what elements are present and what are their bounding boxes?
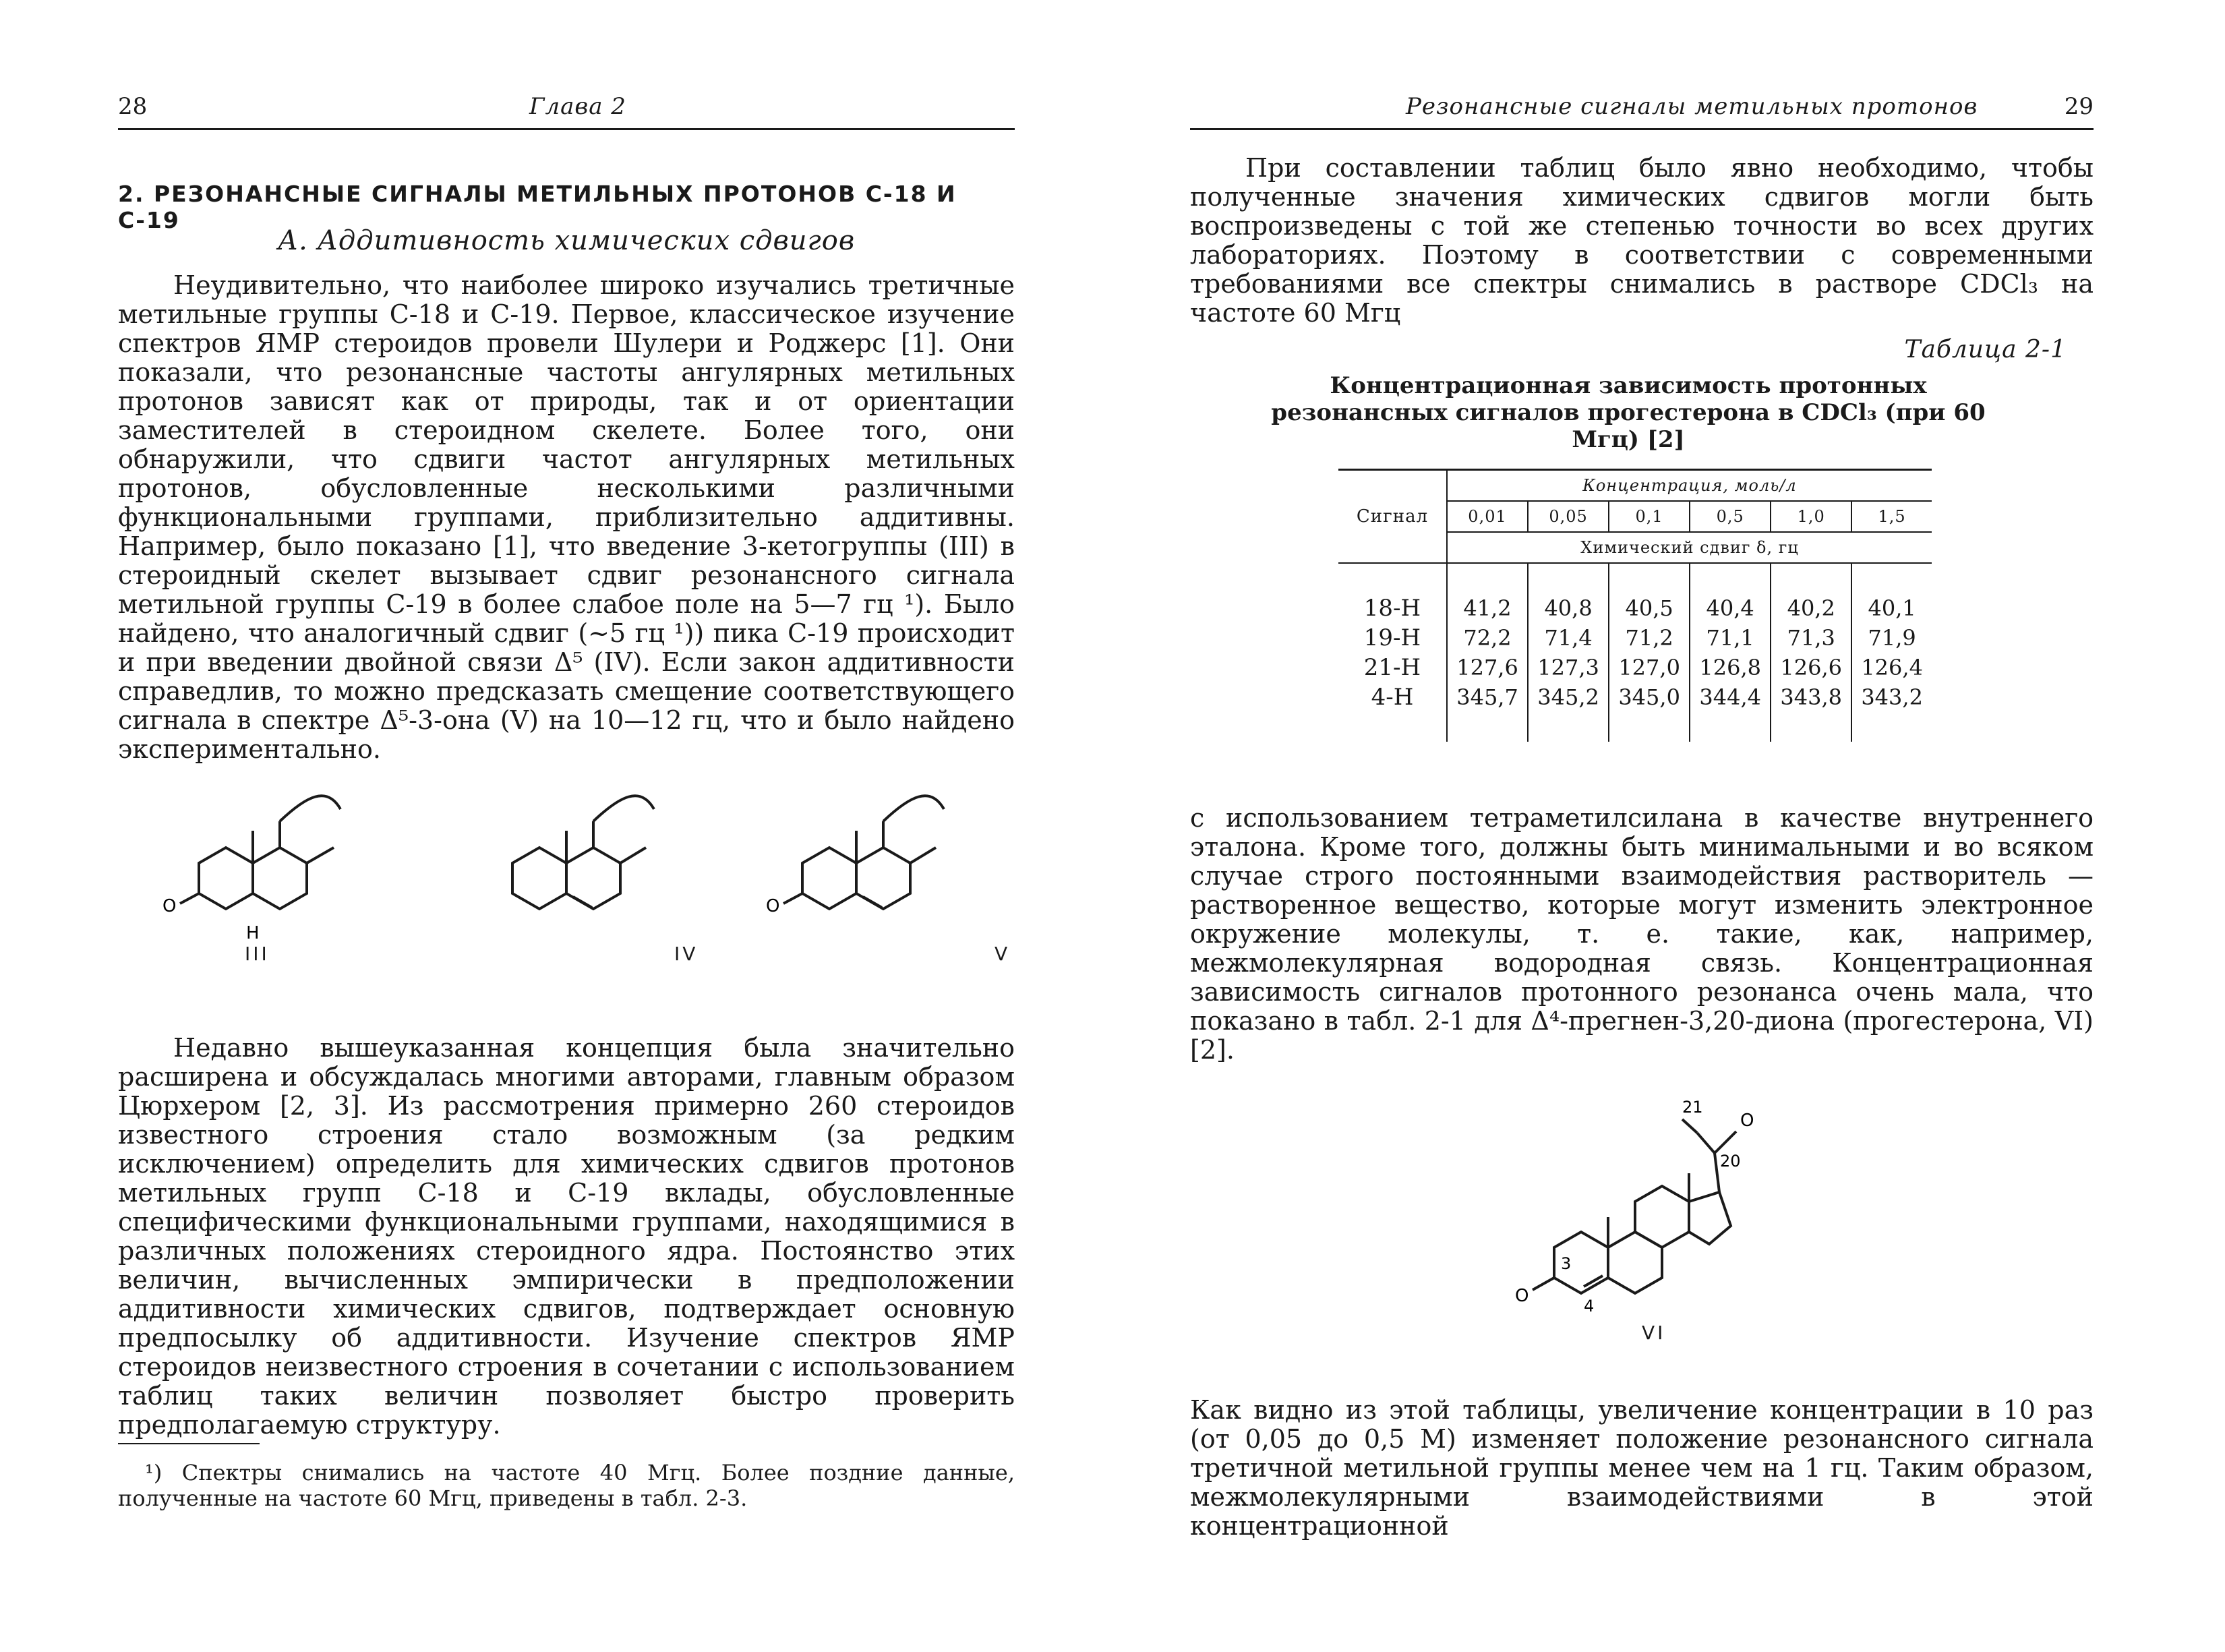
table-cell: 127,3 xyxy=(1528,653,1609,682)
paragraph: Недавно вышеуказанная концепция была значительно расширена и обсуждалась многими авторами, главным образом Цюрхером [2, 3]. Из рассмотрения примерно 260 стероидов известного строения стало возможным (за редким исключением) определить для химических сдвигов протонов метильных групп С-18 и С-19 вклады, обусловленные специфическими функциональными группами, находящимися в различных положениях стероидного ядра. Постоянство этих величин, вычисленных эмпирически в предположении аддитивности химических сдвигов, подтверждает основную предпосылку об аддитивности. Изучение спектров ЯМР стероидов неизвестного строения в сочетании с использованием таблиц таких величин позволяет быстро проверить предполагаемую структуру. xyxy=(118,1033,1015,1440)
carbon-number: 4 xyxy=(1584,1297,1595,1316)
left-page xyxy=(118,0,1015,1652)
running-head-title: Глава 2 xyxy=(529,93,626,120)
oxygen-atom: O xyxy=(766,896,780,916)
concentration-cell: 1,5 xyxy=(1851,501,1932,532)
table-row xyxy=(1338,593,1932,623)
oxygen-atom: O xyxy=(1515,1286,1529,1306)
structure-label: III xyxy=(245,943,270,965)
concentration-cell: 0,05 xyxy=(1528,501,1609,532)
table-cell: 127,0 xyxy=(1609,653,1690,682)
page-number: 29 xyxy=(2064,93,2094,120)
signal-label: 19-H xyxy=(1363,624,1421,651)
header-rule xyxy=(1190,128,2094,130)
subsection-title: А. Аддитивность химических сдвигов xyxy=(277,225,856,256)
table-cell: 126,8 xyxy=(1690,653,1771,682)
signal-label: 21-H xyxy=(1363,654,1421,681)
structure-iv xyxy=(492,789,748,971)
structure-label: VI xyxy=(1642,1322,1666,1344)
carbon-number: 21 xyxy=(1682,1098,1703,1117)
table-cell: 126,6 xyxy=(1771,653,1851,682)
table-cell: 40,8 xyxy=(1528,593,1609,623)
table-cell: 71,1 xyxy=(1690,623,1771,653)
structure-iii xyxy=(158,789,442,971)
table-cell: 126,4 xyxy=(1851,653,1932,682)
signal-label: 4-H xyxy=(1371,684,1414,711)
table-cell: 345,7 xyxy=(1447,682,1528,712)
table-cell: 343,8 xyxy=(1771,682,1851,712)
shift-header: Химический сдвиг δ, гц xyxy=(1447,532,1932,563)
structure-vi xyxy=(1514,1079,1797,1349)
table-title: Концентрационная зависимость протонных резонансных сигналов прогестерона в CDCl₃ (при 60 Мгц) [2] xyxy=(1271,372,1986,453)
table-row xyxy=(1338,653,1932,682)
table-cell: 345,0 xyxy=(1609,682,1690,712)
table-cell: 71,2 xyxy=(1609,623,1690,653)
structure-v xyxy=(762,789,1032,971)
carbon-number: 20 xyxy=(1720,1152,1741,1171)
right-page xyxy=(1190,0,2094,1652)
steroid-diagram xyxy=(158,789,442,971)
page-number: 28 xyxy=(118,93,148,120)
table-cell: 71,9 xyxy=(1851,623,1932,653)
oxygen-atom: O xyxy=(1740,1111,1754,1131)
paragraph: Неудивительно, что наиболее широко изучались третичные метильные группы С-18 и С-19. Первое, классическое изучение спектров ЯМР стероидов провели Шулери и Роджерс [1]. Они показали, что резонансные частоты ангулярных метильных протонов зависят как от природы, так и от ориентации заместителей в стероидном скелете. Более того, они обнаружили, что сдвиги частот ангулярных метильных протонов, обусловленные несколькими различными функциональными группами, приблизительно аддитивны. Например, было показано [1], что введение 3-кетогруппы (III) в стероидный скелет вызывает сдвиг резонансного сигнала метильной группы С-19 в более слабое поле на 5—7 гц ¹). Было найдено, что аналогичный сдвиг (~5 гц ¹)) пика С-19 происходит и при введении двойной связи Δ⁵ (IV). Если закон аддитивности справедлив, то можно предсказать смещение соответствующего сигнала в спектре Δ⁵-3-она (V) на 10—12 гц, что и было найдено экспериментально. xyxy=(118,270,1015,764)
table-cell: 41,2 xyxy=(1447,593,1528,623)
table-cell: 40,2 xyxy=(1771,593,1851,623)
table-cell: 344,4 xyxy=(1690,682,1771,712)
footnote: ¹) Спектры снимались на частоте 40 Мгц. Более поздние данные, полученные на частоте 60 Мгц, приведены в табл. 2-3. xyxy=(118,1460,1015,1511)
paragraph: с использованием тетраметилсилана в качестве внутреннего эталона. Кроме того, должны быть минимальными и во всяком случае строго постоянными взаимодействия растворитель — растворенное вещество, которые могут изменить электронное окружение молекулы, т. е. такие, как, например, межмолекулярная водородная связь. Концентрационная зависимость сигналов протонного резонанса очень мала, что показано в табл. 2-1 для Δ⁴-прегнен-3,20-диона (прогестерона, VI) [2]. xyxy=(1190,803,2094,1065)
progesterone-diagram xyxy=(1514,1079,1797,1349)
table-cell: 72,2 xyxy=(1447,623,1528,653)
carbon-number: 3 xyxy=(1561,1254,1572,1273)
concentration-cell: 0,01 xyxy=(1447,501,1528,532)
paragraph: При составлении таблиц было явно необходимо, чтобы полученные значения химических сдвигов могли быть воспроизведены с той же степенью точности во всех других лабораториях. Поэтому в соответствии с современными требованиями все спектры снимались в растворе CDCl₃ на частоте 60 Мгц xyxy=(1190,153,2094,328)
table-cell: 40,5 xyxy=(1609,593,1690,623)
concentration-cell: 0,5 xyxy=(1690,501,1771,532)
concentration-cell: 0,1 xyxy=(1609,501,1690,532)
paragraph: Как видно из этой таблицы, увеличение концентрации в 10 раз (от 0,05 до 0,5 М) изменяет положение резонансного сигнала третичной метильной группы менее чем на 1 гц. Таким образом, межмолекулярными взаимодействиями в этой концентрационной xyxy=(1190,1395,2094,1541)
table-row xyxy=(1338,682,1932,712)
header-rule xyxy=(118,128,1015,130)
structure-label: IV xyxy=(674,943,699,965)
table-cell: 71,3 xyxy=(1771,623,1851,653)
structure-label: V xyxy=(995,943,1011,965)
steroid-diagram xyxy=(492,789,748,971)
running-header xyxy=(118,86,1015,127)
oxygen-atom: O xyxy=(162,896,177,916)
table-cell: 345,2 xyxy=(1528,682,1609,712)
concentration-header: Концентрация, моль/л xyxy=(1447,470,1932,502)
footnote-rule xyxy=(118,1443,260,1444)
table-row-header: Сигнал xyxy=(1338,470,1447,564)
running-head-title: Резонансные сигналы метильных протонов xyxy=(1406,93,1978,120)
hydrogen-atom: H xyxy=(246,923,260,943)
table-cell: 40,4 xyxy=(1690,593,1771,623)
signal-label: 18-H xyxy=(1363,595,1421,622)
table-caption: Таблица 2-1 xyxy=(1904,336,2067,363)
table-cell: 71,4 xyxy=(1528,623,1609,653)
table-row xyxy=(1338,623,1932,653)
running-header xyxy=(1190,86,2094,127)
section-title: 2. РЕЗОНАНСНЫЕ СИГНАЛЫ МЕТИЛЬНЫХ ПРОТОНОВ С-18 И С-19 xyxy=(118,181,957,233)
table-cell: 127,6 xyxy=(1447,653,1528,682)
table-cell: 343,2 xyxy=(1851,682,1932,712)
data-table xyxy=(1338,469,1932,742)
concentration-cell: 1,0 xyxy=(1771,501,1851,532)
steroid-diagram xyxy=(762,789,1032,971)
table-cell: 40,1 xyxy=(1851,593,1932,623)
